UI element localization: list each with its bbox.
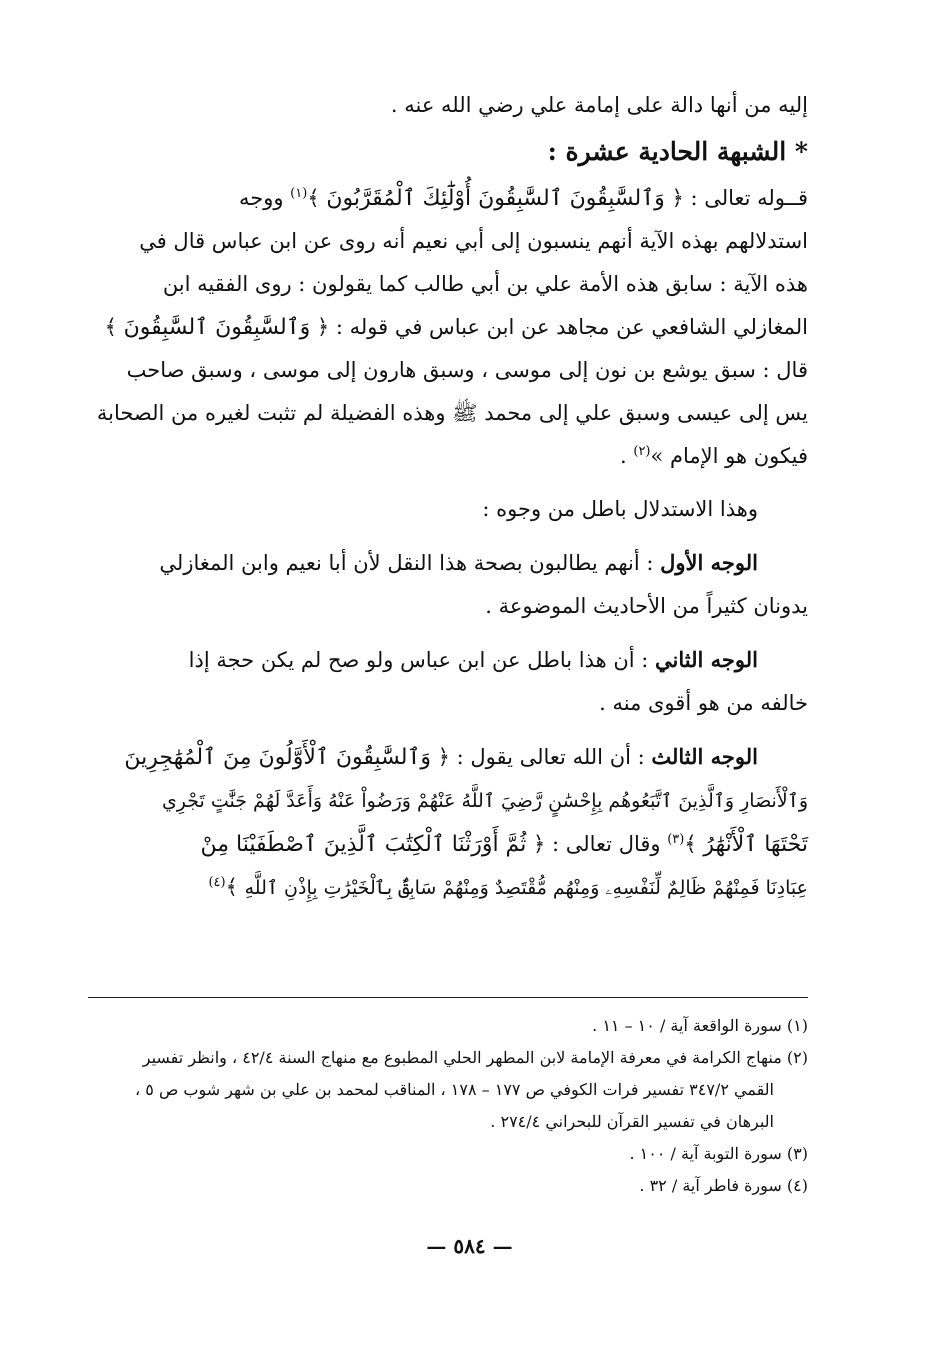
main-text — [88, 84, 808, 910]
text-line: الوجه الأول : أنهم يطالبون بصحة هذا النقل لأن أبا نعيم وابن المغازلي — [159, 550, 758, 575]
footnote-1: (١) سورة الواقعة آية / ١٠ – ١١ . — [592, 1016, 808, 1035]
paragraph-3 — [88, 541, 808, 628]
text-line: الوجه الثالث : أن الله تعالى يقول : ﴿ وَٱلسَّٰبِقُونَ ٱلْأَوَّلُونَ مِنَ ٱلْمُهَٰجِرِينَ — [124, 744, 758, 770]
page-number: — ٥٨٤ — — [426, 1234, 513, 1258]
section-heading: * الشبهة الحادية عشرة : — [547, 137, 808, 166]
text-line: قال : سبق يوشع بن نون إلى موسى ، وسبق هارون إلى موسى ، وسبق صاحب — [126, 358, 808, 382]
quran-verse: تَحْتَهَا ٱلْأَنْهَٰرُ — [703, 832, 808, 857]
text-line: فيكون هو الإمام »$^{(٢)}$ . — [620, 444, 808, 468]
text-line: هذه الآية : سابق هذه الأمة علي بن أبي طالب كما يقولون : روى الفقيه ابن — [162, 272, 808, 296]
quran-verse: ثُمَّ أَوْرَثْنَا ٱلْكِتَٰبَ ٱلَّذِينَ ٱصْطَفَيْنَا مِنْ — [200, 832, 527, 857]
text-line: يس إلى عيسى وسبق علي إلى محمد ﷺ وهذه الفضيلة لم تثبت لغيره من الصحابة — [96, 401, 808, 425]
footnote-4: (٤) سورة فاطر آية / ٣٢ . — [639, 1176, 808, 1195]
intro-line: إليه من أنها دالة على إمامة علي رضي الله عنه . — [390, 93, 808, 117]
text-line: المغازلي الشافعي عن مجاهد عن ابن عباس في قوله : ﴿ وَٱلسَّٰبِقُونَ ٱلسَّٰبِقُونَ ﴾ — [104, 315, 808, 340]
paragraph-4 — [88, 638, 808, 725]
point-label: الوجه الأول — [660, 550, 758, 575]
text-line: الوجه الثاني : أن هذا باطل عن ابن عباس ولو صح لم يكن حجة إذا — [188, 647, 758, 672]
footnotes — [88, 1010, 808, 1202]
text-line: قــوله تعالى : ﴿ وَٱلسَّٰبِقُونَ ٱلسَّٰبِقُونَ أُوْلَٰٓئِكَ ٱلْمُقَرَّبُونَ ﴾$^{(١)}$ ووجه — [238, 186, 808, 211]
quran-verse: وَٱلسَّٰبِقُونَ ٱلْأَوَّلُونَ مِنَ ٱلْمُهَٰجِرِينَ — [124, 745, 431, 770]
quran-verse: وَٱلْأَنصَارِ وَٱلَّذِينَ ٱتَّبَعُوهُم بِإِحْسَٰنٍ رَّضِيَ ٱللَّهُ عَنْهُمْ وَرَضُواْ عَنْهُ وَأَعَدَّ لَهُمْ جَنَّٰتٍ تَجْرِي — [161, 790, 808, 812]
text-line: استدلالهم بهذه الآية أنهم ينسبون إلى أبي نعيم أنه روى عن ابن عباس قال في — [139, 229, 808, 253]
text-line: يدونان كثيراً من الأحاديث الموضوعة . — [485, 594, 808, 618]
text-line — [88, 779, 808, 823]
point-label: الوجه الثاني — [655, 647, 758, 672]
text-line: تَحْتَهَا ٱلْأَنْهَٰرُ ﴾$^{(٣)}$ وقال تعالى : ﴿ ثُمَّ أَوْرَثْنَا ٱلْكِتَٰبَ ٱلَّذِينَ ٱصْطَفَيْنَا مِنْ — [200, 832, 808, 857]
footnote-2-cont: القمي ٣٤٧/٢ تفسير فرات الكوفي ص ١٧٧ – ١٧٨ ، المناقب لمحمد بن علي بن شهر شوب ص ٥ ، — [135, 1080, 774, 1099]
paragraph-1 — [88, 177, 808, 478]
footnote-3: (٣) سورة التوبة آية / ١٠٠ . — [629, 1144, 808, 1163]
paragraph-5 — [88, 735, 808, 910]
point-label: الوجه الثالث — [651, 744, 758, 769]
quran-verse: عِبَادِنَا فَمِنْهُمْ ظَالِمٌ لِّنَفْسِهِۦ وَمِنْهُم مُّقْتَصِدٌ وَمِنْهُمْ سَابِقٌۢ بِٱلْخَيْرَٰتِ بِإِذْنِ ٱللَّهِ — [244, 877, 808, 899]
footnote-2: (٢) منهاج الكرامة في معرفة الإمامة لابن المطهر الحلي المطبوع مع منهاج السنة ٤٢/٤ ، وانظر تفسير — [142, 1048, 808, 1067]
footnote-2-cont: البرهان في تفسير القرآن للبحراني ٢٧٤/٤ . — [490, 1112, 774, 1131]
footnote-ref: (٤) — [208, 875, 226, 890]
quran-verse: وَٱلسَّٰبِقُونَ ٱلسَّٰبِقُونَ — [123, 315, 311, 340]
footnote-ref: (١) — [290, 186, 308, 201]
paragraph-2: وهذا الاستدلال باطل من وجوه : — [482, 497, 758, 521]
text-line: عِبَادِنَا فَمِنْهُمْ ظَالِمٌ لِّنَفْسِهِۦ وَمِنْهُم مُّقْتَصِدٌ وَمِنْهُمْ سَابِقٌۢ بِٱلْخَيْرَٰتِ بِإِذْنِ ٱللَّهِ ﴾$^{(٤)}$ — [208, 875, 808, 899]
footnote-divider — [88, 997, 808, 998]
text-line: خالفه من هو أقوى منه . — [599, 691, 808, 715]
footnote-ref: (٣) — [667, 832, 685, 847]
quran-verse: وَٱلسَّٰبِقُونَ ٱلسَّٰبِقُونَ أُوْلَٰٓئِكَ ٱلْمُقَرَّبُونَ — [326, 186, 665, 211]
footnote-ref: (٢) — [633, 444, 651, 459]
